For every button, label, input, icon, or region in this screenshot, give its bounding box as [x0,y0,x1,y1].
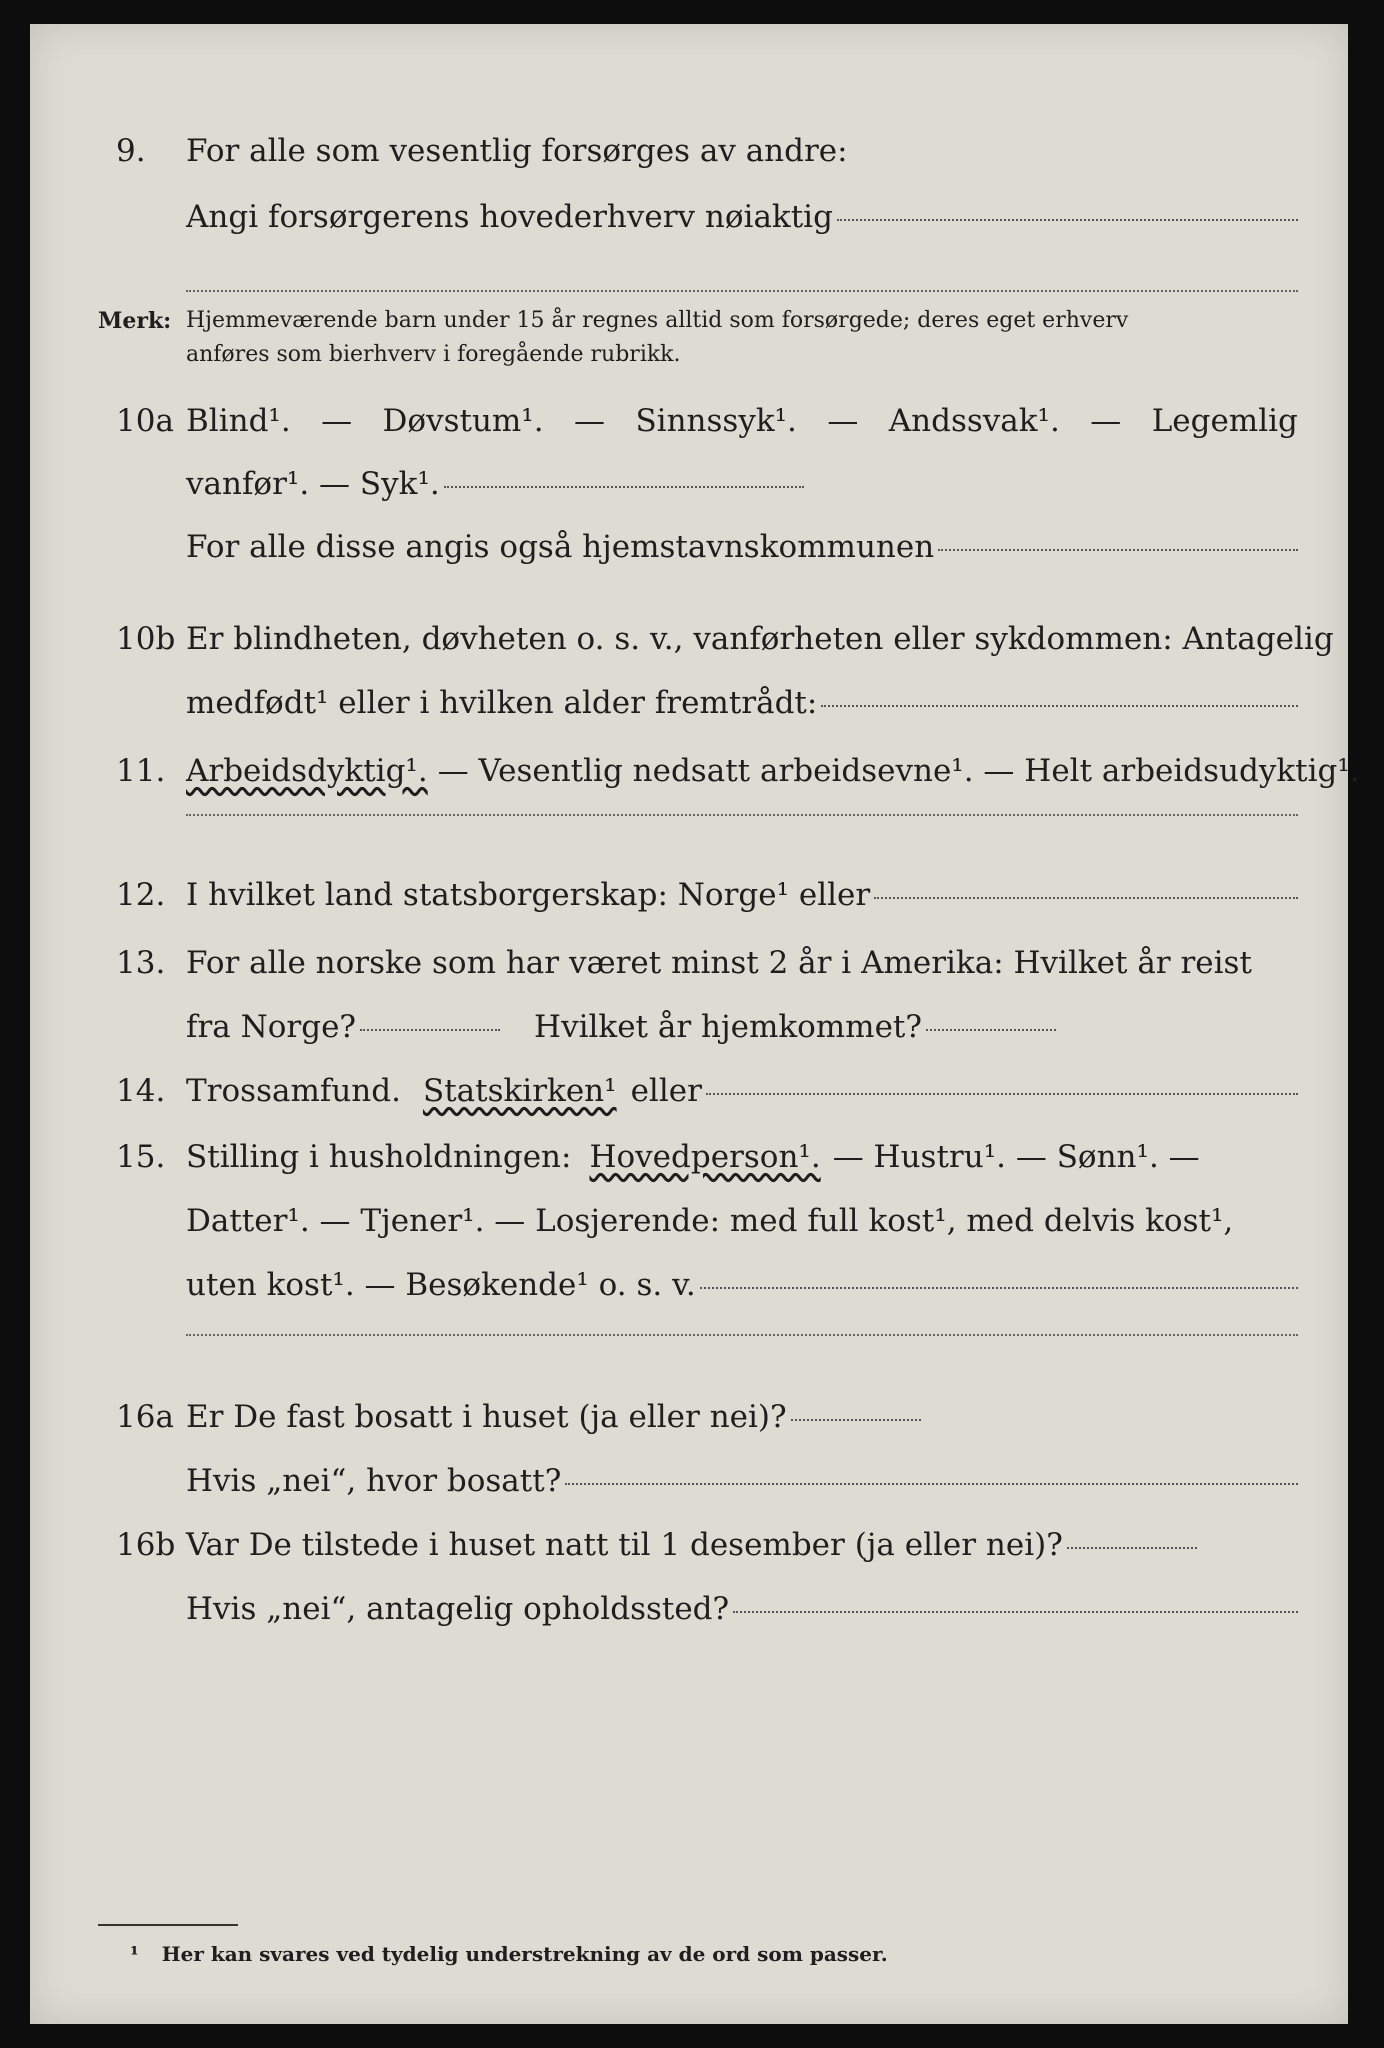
q10b-line1 [30,614,1348,664]
q10a-option-legemlig[interactable]: Legemlig [1151,403,1298,439]
merk-text-1: Hjemmeværende barn under 15 år regnes alltid som forsørgede; deres eget erhverv [186,308,1129,333]
q14-number: 14. [116,1073,166,1109]
q13-line1 [30,938,1348,988]
q10b-text-1: Er blindheten, døvheten o. s. v., vanførheten eller sykdommen: Antagelig [186,621,1334,657]
q15-answer-field[interactable] [700,1287,1298,1289]
q9-text-1: For alle som vesentlig forsørges av andre: [186,133,848,169]
q9-answer-field[interactable] [837,219,1298,221]
footnote-text: Her kan svares ved tydelig understrekning av de ord som passer. [161,1942,888,1966]
q9-number: 9. [116,133,146,169]
q13-text-2a: fra Norge? [186,1009,357,1045]
q15-text-pre: Stilling i husholdningen: [186,1139,572,1175]
q9-text-2: Angi forsørgerens hovederhverv nøiaktig [186,199,833,235]
q10b-line2 [30,678,1348,728]
q16a-bosatt-field[interactable] [565,1483,1298,1485]
q13-text-1: For alle norske som har været minst 2 år i Amerika: Hvilket år reist [186,945,1252,981]
q11-number: 11. [116,753,166,789]
q16b-number: 16b [116,1527,176,1563]
q10a-line3 [30,522,1348,572]
q10a-option-dovstum[interactable]: Døvstum¹. [382,403,544,439]
q14-option-statskirken[interactable]: Statskirken¹ [422,1073,617,1109]
footnote-mark: ¹ [130,1942,139,1966]
q12-answer-field[interactable] [874,897,1298,899]
q12-line [30,870,1348,920]
footnote-rule [98,1924,238,1926]
q16b-opholdssted-field[interactable] [733,1611,1298,1613]
q14-line [30,1066,1348,1116]
q10a-dash: — [574,403,606,439]
q14-text-post: eller [630,1073,702,1109]
q16b-text-1: Var De tilstede i huset natt til 1 desember (ja eller nei)? [186,1527,1063,1563]
q10a-text-3: For alle disse angis også hjemstavnskommunen [186,529,935,565]
q10a-dash: — [1090,403,1122,439]
q16a-text-1: Er De fast bosatt i huset (ja eller nei)? [186,1399,787,1435]
census-form-page [30,24,1360,2024]
q10a-number: 10a [116,403,174,439]
q13-number: 13. [116,945,166,981]
q15-text-post[interactable]: — Hustru¹. — Sønn¹. — [832,1139,1200,1175]
q13-line2 [30,1002,1348,1052]
merk-label: Merk: [98,308,172,334]
q12-number: 12. [116,877,166,913]
q13-hjemkommet-field[interactable] [926,1029,1056,1031]
q10b-answer-field[interactable] [821,705,1298,707]
q10a-hjemstavn-field[interactable] [938,549,1298,551]
q11-line [30,746,1360,796]
merk-text-2: anføres som bierhverv i foregående rubrikk. [186,342,681,367]
q11-option-arbeidsdyktig[interactable]: Arbeidsdyktig¹. [186,753,428,789]
q15-number: 15. [116,1139,166,1175]
q10a-option-blind[interactable]: Blind¹. [186,403,291,439]
q9-extra-answer-line[interactable] [186,290,1298,292]
q15-line2 [30,1196,1348,1246]
q10a-line2 [30,459,1348,509]
q15-line1 [30,1132,1348,1182]
q16a-answer-field[interactable] [791,1419,921,1421]
q16a-line1 [30,1392,1348,1442]
q16a-line2 [30,1456,1348,1506]
q16b-text-2: Hvis „nei“, antagelig opholdssted? [186,1591,730,1627]
q11-other-options[interactable]: — Vesentlig nedsatt arbeidsevne¹. — Helt arbeidsudyktig¹. [437,753,1360,789]
q16a-text-2: Hvis „nei“, hvor bosatt? [186,1463,562,1499]
q10a-dash: — [321,403,353,439]
footnote [130,1942,888,1966]
q13-text-2b: Hvilket år hjemkommet? [534,1009,923,1045]
q14-answer-field[interactable] [706,1093,1298,1095]
q10b-number: 10b [116,621,176,657]
q10a-option-sinnssyk[interactable]: Sinnssyk¹. [635,403,797,439]
q10a-syk-field[interactable] [444,486,804,488]
q10b-text-2: medfødt¹ eller i hvilken alder fremtrådt: [186,685,818,721]
q15-text-2[interactable]: Datter¹. — Tjener¹. — Losjerende: med full kost¹, med delvis kost¹, [186,1203,1234,1239]
q13-reist-field[interactable] [360,1029,500,1031]
q10a-option-andssvak[interactable]: Andssvak¹. [888,403,1060,439]
q16b-line1 [30,1520,1348,1570]
q15-option-hovedperson[interactable]: Hovedperson¹. [589,1139,821,1175]
q10a-text-2: vanfør¹. — Syk¹. [186,466,440,502]
q16b-line2 [30,1584,1348,1634]
q9-line2 [30,192,1348,242]
q15-extra-answer-line[interactable] [186,1334,1298,1336]
q16b-answer-field[interactable] [1067,1547,1197,1549]
q10a-dash: — [827,403,859,439]
q9-line1 [30,126,1348,176]
q16a-number: 16a [116,1399,174,1435]
q12-text: I hvilket land statsborgerskap: Norge¹ eller [186,877,871,913]
q14-text-pre: Trossamfund. [186,1073,401,1109]
q10a-line1 [30,396,1348,446]
q15-line3 [30,1260,1348,1310]
q15-text-3[interactable]: uten kost¹. — Besøkende¹ o. s. v. [186,1267,696,1303]
q11-extra-answer-line[interactable] [186,814,1298,816]
